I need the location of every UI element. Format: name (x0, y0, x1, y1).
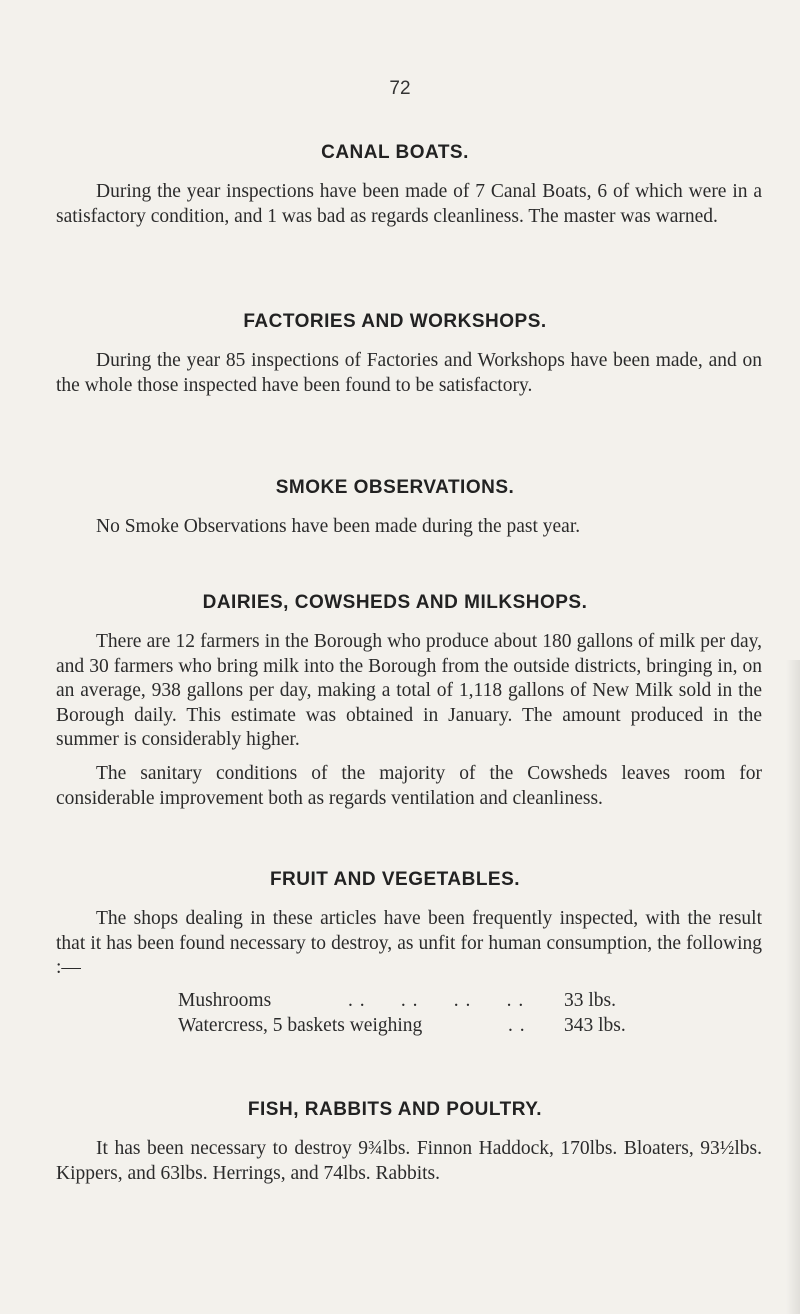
page-number: 72 (389, 78, 411, 99)
leader-dots: . . . . . . . . (348, 990, 525, 1011)
heading-dairies-cowsheds: DAIRIES, COWSHEDS AND MILKSHOPS. (202, 592, 588, 613)
paragraph-smoke-observations: No Smoke Observations have been made during the past year. (96, 516, 581, 537)
heading-smoke-observations: SMOKE OBSERVATIONS. (275, 477, 515, 498)
paragraph-fish-rabbits-poultry: It has been necessary to destroy 9¾lbs. Finnon Haddock, 170lbs. Bloaters, 93½lbs. Kippers, and 63lbs. Herrings, and 74lbs. Rabbits. (56, 1138, 762, 1184)
item-quantity: 343 lbs. (564, 1015, 626, 1036)
item-name: Mushrooms (178, 990, 272, 1011)
paragraph-factories-workshops: During the year 85 inspections of Factories and Workshops have been made, and on the whole those inspected have been found to be satisfactory. (56, 350, 762, 396)
paragraph-fruit-vegetables: The shops dealing in these articles have been frequently inspected, with the result that it has been found necessary to destroy, as unfit for human consumption, the following :— (56, 908, 762, 979)
heading-factories-workshops: FACTORIES AND WORKSHOPS. (243, 311, 547, 332)
item-name: Watercress, 5 baskets weighing (178, 1015, 423, 1036)
item-quantity: 33 lbs. (564, 990, 617, 1011)
leader-dots: . . (508, 1015, 526, 1036)
page-edge-shadow (786, 660, 800, 1314)
heading-fruit-vegetables: FRUIT AND VEGETABLES. (269, 869, 521, 890)
heading-canal-boats: CANAL BOATS. (321, 142, 469, 163)
heading-fish-rabbits-poultry: FISH, RABBITS AND POULTRY. (247, 1099, 543, 1120)
paragraph-dairies-1: There are 12 farmers in the Borough who produce about 180 gallons of milk per day, and 30 farmers who bring milk into the Borough from the outside districts, bringing in, on an average, 938 gallons per day, making a total of 1,118 gallons of New Milk sold in the Borough daily. This estimate was obtained in January. The amount produced in the summer is considerably higher. (56, 631, 762, 751)
paragraph-dairies-2: The sanitary conditions of the majority of the Cowsheds leaves room for considerable improvement both as regards ventilation and cleanliness. (56, 763, 762, 809)
paragraph-canal-boats: During the year inspections have been made of 7 Canal Boats, 6 of which were in a satisfactory condition, and 1 was bad as regards cleanliness. The master was warned. (56, 181, 762, 227)
